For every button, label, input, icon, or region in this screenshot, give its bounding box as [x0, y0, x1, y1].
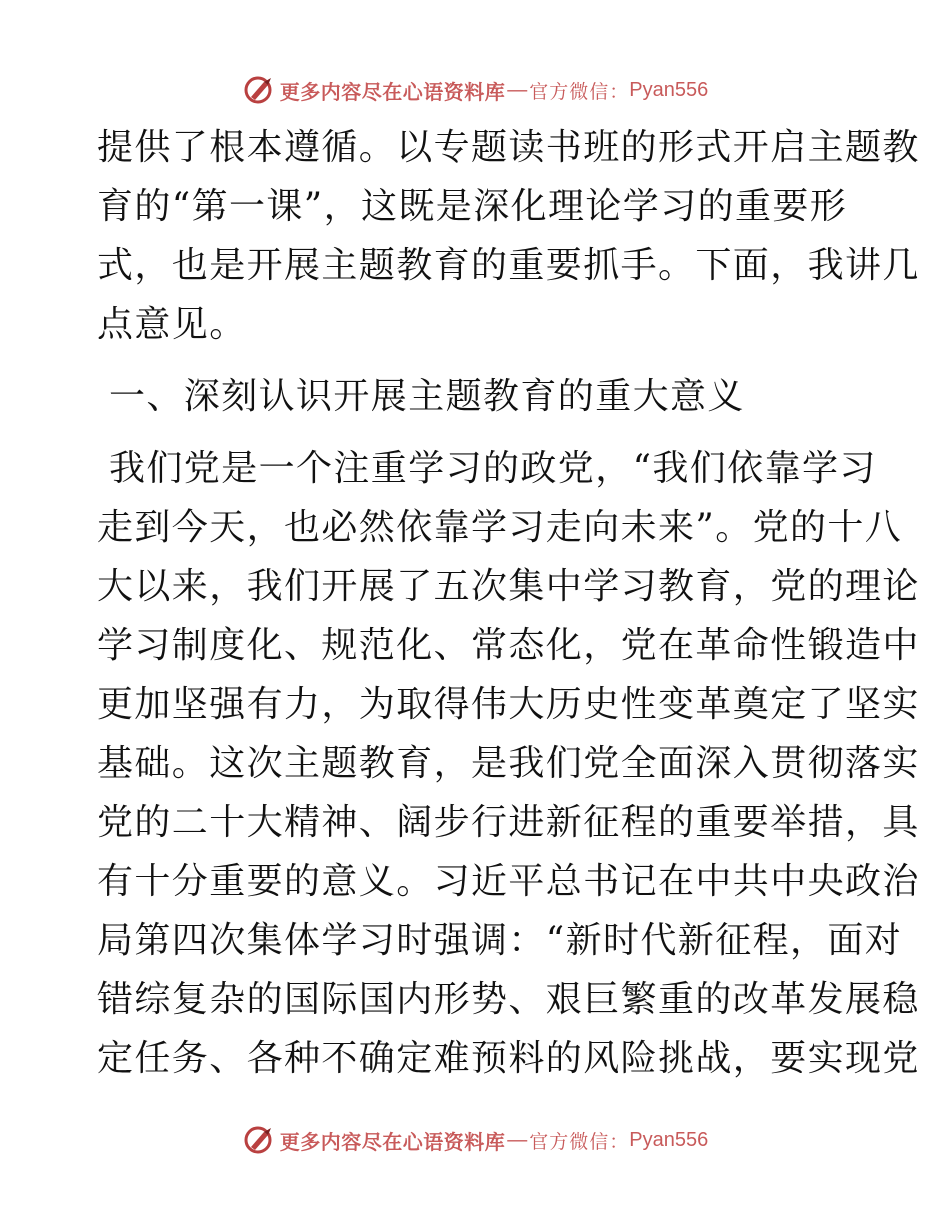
- watermark-dash: —: [507, 1128, 528, 1151]
- watermark-text: 更多内容尽在心语资料库: [279, 1129, 506, 1154]
- text-line: 局第四次集体学习时强调：“新时代新征程，面对: [97, 920, 903, 961]
- brand-logo-icon: [242, 73, 276, 107]
- section-heading: [97, 367, 857, 426]
- text-line: 基础。这次主题教育，是我们党全面深入贯彻落实: [97, 743, 920, 784]
- paragraph-intro: [97, 118, 920, 354]
- text-line: 式，也是开展主题教育的重要抓手。下面，我讲几: [97, 245, 920, 286]
- text-line: 提供了根本遵循。以专题读书班的形式开启主题教: [97, 127, 920, 168]
- watermark-header-content: [242, 73, 708, 107]
- text-line: 定任务、各种不确定难预料的风险挑战，要实现党: [97, 1038, 920, 1079]
- brand-logo-icon: [242, 1123, 276, 1157]
- text-line: 党的二十大精神、阔步行进新征程的重要举措，具: [97, 802, 920, 843]
- watermark-wechat-id: Pyan556: [629, 78, 709, 101]
- text-line: 错综复杂的国际国内形势、艰巨繁重的改革发展稳: [97, 979, 920, 1020]
- watermark-text: 更多内容尽在心语资料库: [279, 79, 506, 104]
- watermark-wechat-label: 官方微信：: [529, 80, 630, 103]
- text-line: 大以来，我们开展了五次集中学习教育，党的理论: [97, 566, 920, 607]
- text-line: 走到今天，也必然依靠学习走向未来”。党的十八: [97, 507, 903, 548]
- text-line: 育的“第一课”，这既是深化理论学习的重要形: [97, 186, 848, 227]
- watermark-wechat-label: 官方微信：: [529, 1130, 630, 1153]
- text-line: 点意见。: [97, 304, 247, 345]
- text-line: 更加坚强有力，为取得伟大历史性变革奠定了坚实: [97, 684, 920, 725]
- watermark-wechat-id: Pyan556: [629, 1128, 709, 1151]
- text-line: 有十分重要的意义。习近平总书记在中共中央政治: [97, 861, 920, 902]
- paragraph-body: [97, 439, 920, 1088]
- paragraph-gap: [97, 426, 857, 439]
- watermark-footer: [0, 1118, 950, 1162]
- watermark-dash: —: [507, 78, 528, 101]
- paragraph-gap: [97, 354, 857, 367]
- watermark-footer-content: [242, 1123, 708, 1157]
- text-line: 学习制度化、规范化、常态化，党在革命性锻造中: [97, 625, 920, 666]
- watermark-header: [0, 68, 950, 112]
- document-body: [97, 118, 920, 1088]
- text-line: 我们党是一个注重学习的政党，“我们依靠学习: [109, 448, 877, 489]
- section-heading-text: 一、深刻认识开展主题教育的重大意义: [109, 376, 745, 417]
